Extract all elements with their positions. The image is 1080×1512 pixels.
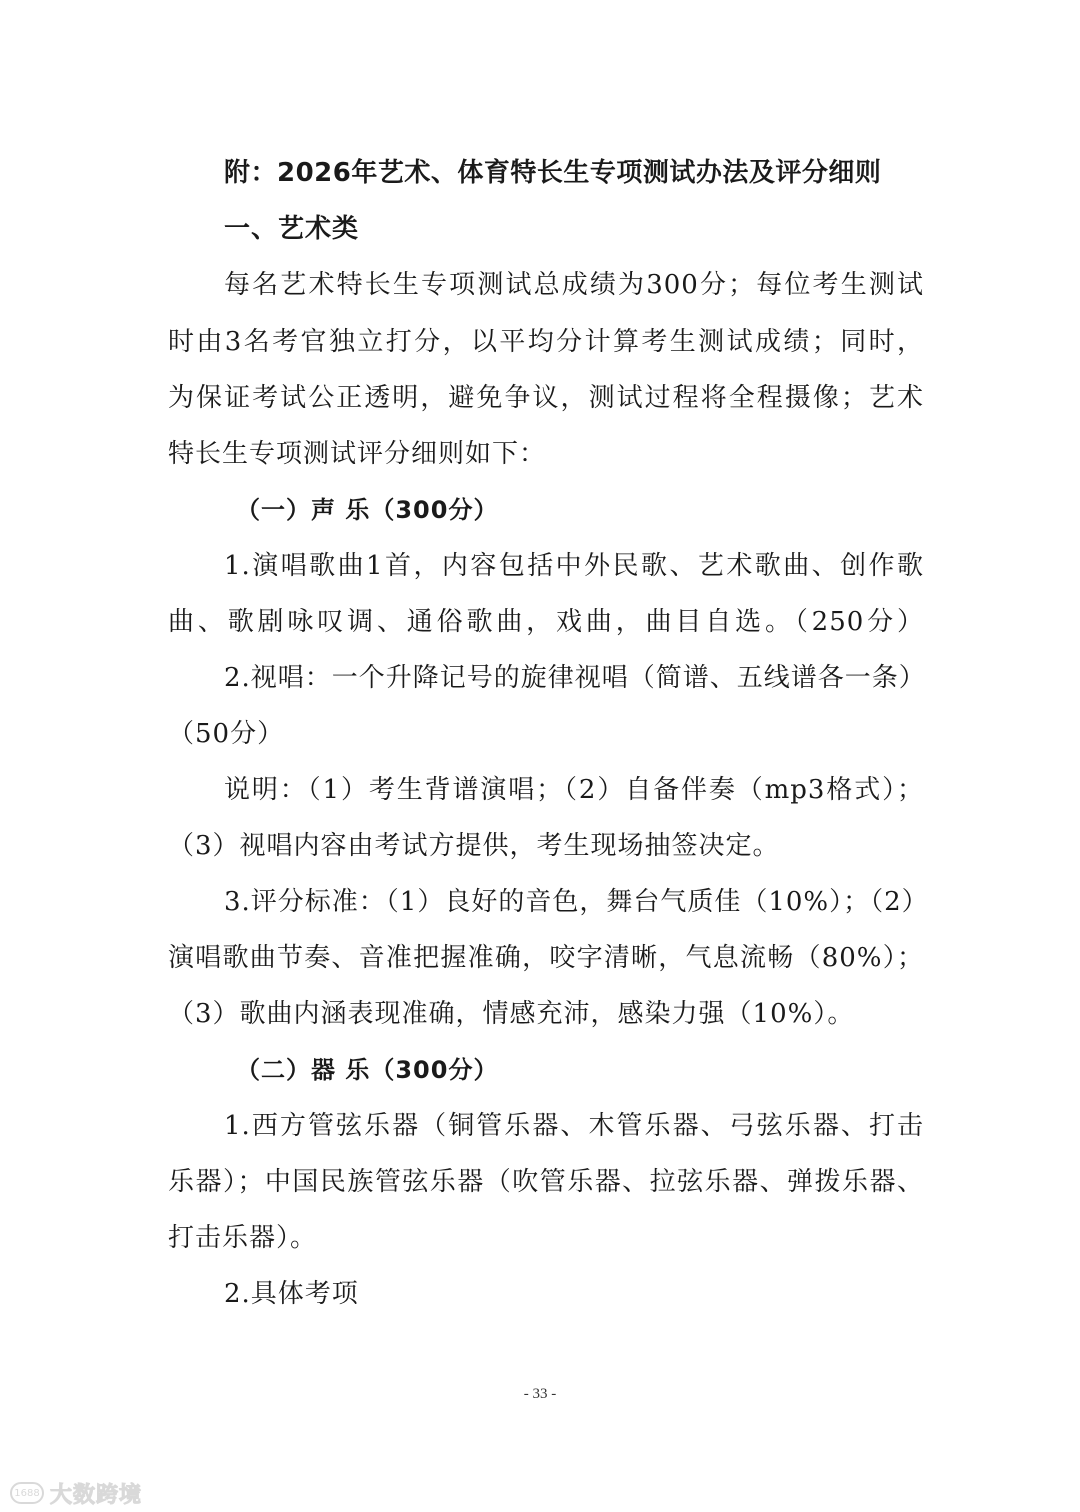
watermark xyxy=(10,1478,142,1508)
subsection-heading-vocal: （一）声 乐（300分） xyxy=(236,496,499,524)
watermark-logo-icon: 1688 xyxy=(10,1482,44,1504)
section-heading-art: 一、艺术类 xyxy=(224,214,360,244)
watermark-brand: 大数跨境 xyxy=(50,1482,143,1508)
instrument-item2: 2.具体考项 xyxy=(224,1279,359,1309)
page-number: - 33 - xyxy=(523,1386,557,1402)
vocal-item1-line-2: 曲、歌剧咏叹调、通俗歌曲，戏曲，曲目自选。（250分） xyxy=(168,607,924,637)
intro-line-1: 每名艺术特长生专项测试总成绩为300分；每位考生测试 xyxy=(224,270,924,300)
vocal-note-line-2: （3）视唱内容由考试方提供，考生现场抽签决定。 xyxy=(168,831,780,861)
vocal-item2-line-2: （50分） xyxy=(168,719,285,749)
intro-line-4: 特长生专项测试评分细则如下： xyxy=(168,439,547,469)
vocal-item3-line-3: （3）歌曲内涵表现准确，情感充沛，感染力强（10%）。 xyxy=(168,999,855,1029)
vocal-item3-line-1: 3.评分标准：（1）良好的音色，舞台气质佳（10%）；（2） xyxy=(224,887,929,917)
page-title: 附：2026年艺术、体育特长生专项测试办法及评分细则 xyxy=(224,158,882,188)
intro-line-3: 为保证考试公正透明，避免争议，测试过程将全程摄像；艺术 xyxy=(168,383,924,413)
instrument-item1-line-3: 打击乐器）。 xyxy=(168,1223,318,1253)
intro-line-2: 时由3名考官独立打分，以平均分计算考生测试成绩；同时， xyxy=(168,327,924,357)
vocal-item2-line-1: 2.视唱：一个升降记号的旋律视唱（简谱、五线谱各一条） xyxy=(224,663,926,693)
vocal-note-line-1: 说明：（1）考生背谱演唱；（2）自备伴奏（mp3格式）； xyxy=(224,775,924,805)
instrument-item1-line-1: 1.西方管弦乐器（铜管乐器、木管乐器、弓弦乐器、打击 xyxy=(224,1111,924,1141)
instrument-item1-line-2: 乐器）；中国民族管弦乐器（吹管乐器、拉弦乐器、弹拨乐器、 xyxy=(168,1167,924,1197)
vocal-item3-line-2: 演唱歌曲节奏、音准把握准确，咬字清晰，气息流畅（80%）； xyxy=(168,943,924,973)
vocal-item1-line-1: 1.演唱歌曲1首，内容包括中外民歌、艺术歌曲、创作歌 xyxy=(224,551,924,581)
subsection-heading-instrumental: （二）器 乐（300分） xyxy=(236,1056,499,1084)
